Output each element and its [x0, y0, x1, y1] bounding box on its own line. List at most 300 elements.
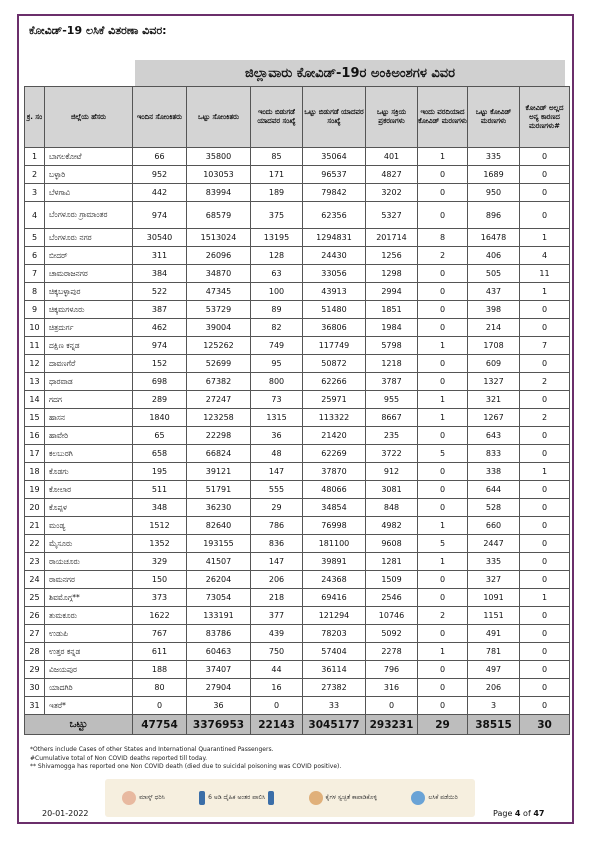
table-row — [25, 697, 570, 715]
value-cell: 36806 — [303, 319, 366, 337]
value-cell: 235 — [366, 427, 418, 445]
district-name-cell: ವಿಜಯಪುರ — [45, 661, 133, 679]
vaccine-icon — [411, 791, 425, 805]
column-header: ಒಟ್ಟು ಬಿಡುಗಡೆ ಯಾದವರ ಸಂಖ್ಯೆ — [303, 87, 366, 148]
value-cell: 0 — [418, 661, 468, 679]
value-cell: 24368 — [303, 571, 366, 589]
footnote: ** Shivamogga has reported one Non COVID death (died due to suicidal poisoning was COVID positive). — [30, 763, 342, 770]
value-cell: 117749 — [303, 337, 366, 355]
value-cell: 0 — [251, 697, 303, 715]
serial-cell: 17 — [25, 445, 45, 463]
table-row — [25, 148, 570, 166]
value-cell: 2278 — [366, 643, 418, 661]
serial-cell: 4 — [25, 202, 45, 229]
table-row — [25, 184, 570, 202]
value-cell: 30540 — [133, 229, 187, 247]
value-cell: 2 — [520, 373, 570, 391]
value-cell: 327 — [468, 571, 520, 589]
serial-cell: 13 — [25, 373, 45, 391]
serial-cell: 20 — [25, 499, 45, 517]
total-value-cell: 3045177 — [303, 715, 366, 735]
value-cell: 329 — [133, 553, 187, 571]
value-cell: 195 — [133, 463, 187, 481]
value-cell: 377 — [251, 607, 303, 625]
value-cell: 0 — [418, 355, 468, 373]
value-cell: 0 — [418, 571, 468, 589]
column-header: ಕ್ರ. ಸಂ — [25, 87, 45, 148]
value-cell: 147 — [251, 553, 303, 571]
mask-icon — [122, 791, 136, 805]
value-cell: 37870 — [303, 463, 366, 481]
column-header: ಇಂದಿನ ಸೋಂಕಿತರು — [133, 87, 187, 148]
serial-cell: 30 — [25, 679, 45, 697]
value-cell: 750 — [251, 643, 303, 661]
value-cell: 121294 — [303, 607, 366, 625]
district-name-cell: ಬೆಳಗಾವಿ — [45, 184, 133, 202]
value-cell: 0 — [520, 535, 570, 553]
value-cell: 39004 — [187, 319, 251, 337]
district-name-cell: ಯಾದಗಿರಿ — [45, 679, 133, 697]
table-row — [25, 445, 570, 463]
value-cell: 955 — [366, 391, 418, 409]
value-cell: 1840 — [133, 409, 187, 427]
value-cell: 0 — [418, 679, 468, 697]
district-name-cell: ಚಿಕ್ಕಮಗಳೂರು — [45, 301, 133, 319]
value-cell: 113322 — [303, 409, 366, 427]
serial-cell: 26 — [25, 607, 45, 625]
value-cell: 1 — [520, 589, 570, 607]
value-cell: 29 — [251, 499, 303, 517]
value-cell: 83994 — [187, 184, 251, 202]
table-row — [25, 391, 570, 409]
value-cell: 338 — [468, 463, 520, 481]
value-cell: 89 — [251, 301, 303, 319]
value-cell: 2447 — [468, 535, 520, 553]
value-cell: 348 — [133, 499, 187, 517]
value-cell: 78203 — [303, 625, 366, 643]
value-cell: 67382 — [187, 373, 251, 391]
vaccine-guideline: ಲಸಿಕೆ ಪಡೆಯಿರಿ — [411, 791, 457, 805]
value-cell: 974 — [133, 202, 187, 229]
value-cell: 82 — [251, 319, 303, 337]
value-cell: 0 — [418, 184, 468, 202]
value-cell: 76998 — [303, 517, 366, 535]
column-header: ಕೋವಿಡ್ ಅಲ್ಲದ ಅನ್ಯ ಕಾರಣದ ಮರಣಗಳು# — [520, 87, 570, 148]
district-name-cell: ಬೆಂಗಳೂರು ಗ್ರಾಮಾಂತರ — [45, 202, 133, 229]
value-cell: 0 — [520, 661, 570, 679]
value-cell: 26096 — [187, 247, 251, 265]
value-cell: 4827 — [366, 166, 418, 184]
value-cell: 1327 — [468, 373, 520, 391]
district-name-cell: ಬೆಂಗಳೂರು ನಗರ — [45, 229, 133, 247]
serial-cell: 2 — [25, 166, 45, 184]
value-cell: 26204 — [187, 571, 251, 589]
value-cell: 1689 — [468, 166, 520, 184]
total-value-cell: 22143 — [251, 715, 303, 735]
value-cell: 836 — [251, 535, 303, 553]
value-cell: 201714 — [366, 229, 418, 247]
value-cell: 152 — [133, 355, 187, 373]
value-cell: 511 — [133, 481, 187, 499]
value-cell: 171 — [251, 166, 303, 184]
value-cell: 321 — [468, 391, 520, 409]
value-cell: 2994 — [366, 283, 418, 301]
table-row — [25, 355, 570, 373]
value-cell: 3081 — [366, 481, 418, 499]
serial-cell: 10 — [25, 319, 45, 337]
value-cell: 66824 — [187, 445, 251, 463]
value-cell: 462 — [133, 319, 187, 337]
value-cell: 27904 — [187, 679, 251, 697]
value-cell: 9608 — [366, 535, 418, 553]
serial-cell: 19 — [25, 481, 45, 499]
value-cell: 1256 — [366, 247, 418, 265]
value-cell: 7 — [520, 337, 570, 355]
table-row — [25, 301, 570, 319]
serial-cell: 29 — [25, 661, 45, 679]
value-cell: 1 — [520, 283, 570, 301]
value-cell: 48066 — [303, 481, 366, 499]
serial-cell: 9 — [25, 301, 45, 319]
table-row — [25, 643, 570, 661]
value-cell: 0 — [418, 427, 468, 445]
value-cell: 52699 — [187, 355, 251, 373]
value-cell: 50872 — [303, 355, 366, 373]
column-header: ಒಟ್ಟು ಕೋವಿಡ್ ಮರಣಗಳು — [468, 87, 520, 148]
value-cell: 0 — [520, 607, 570, 625]
table-row — [25, 202, 570, 229]
value-cell: 63 — [251, 265, 303, 283]
value-cell: 3 — [468, 697, 520, 715]
district-name-cell: ಬೀದರ್ — [45, 247, 133, 265]
value-cell: 1 — [520, 229, 570, 247]
value-cell: 214 — [468, 319, 520, 337]
serial-cell: 14 — [25, 391, 45, 409]
value-cell: 35800 — [187, 148, 251, 166]
value-cell: 335 — [468, 553, 520, 571]
total-value-cell: 30 — [520, 715, 570, 735]
value-cell: 41507 — [187, 553, 251, 571]
value-cell: 85 — [251, 148, 303, 166]
value-cell: 0 — [520, 202, 570, 229]
serial-cell: 12 — [25, 355, 45, 373]
value-cell: 644 — [468, 481, 520, 499]
value-cell: 0 — [520, 499, 570, 517]
value-cell: 39121 — [187, 463, 251, 481]
total-value-cell: 38515 — [468, 715, 520, 735]
value-cell: 44 — [251, 661, 303, 679]
value-cell: 5798 — [366, 337, 418, 355]
value-cell: 96537 — [303, 166, 366, 184]
district-name-cell: ಮೈಸೂರು — [45, 535, 133, 553]
table-row — [25, 337, 570, 355]
table-row — [25, 535, 570, 553]
total-row — [25, 715, 570, 735]
value-cell: 188 — [133, 661, 187, 679]
value-cell: 0 — [418, 481, 468, 499]
value-cell: 95 — [251, 355, 303, 373]
value-cell: 1352 — [133, 535, 187, 553]
value-cell: 316 — [366, 679, 418, 697]
column-header: ಇಂದು ವರದಿಯಾದ ಕೋವಿಡ್ ಮರಣಗಳು — [418, 87, 468, 148]
value-cell: 833 — [468, 445, 520, 463]
value-cell: 952 — [133, 166, 187, 184]
value-cell: 1298 — [366, 265, 418, 283]
covid-guidelines-strip — [105, 779, 475, 817]
table-row — [25, 679, 570, 697]
table-row — [25, 283, 570, 301]
value-cell: 22298 — [187, 427, 251, 445]
value-cell: 150 — [133, 571, 187, 589]
value-cell: 21420 — [303, 427, 366, 445]
value-cell: 0 — [520, 427, 570, 445]
value-cell: 0 — [418, 463, 468, 481]
value-cell: 1151 — [468, 607, 520, 625]
table-banner: ಜಿಲ್ಲಾವಾರು ಕೋವಿಡ್-19ರ ಅಂಕಿಅಂಶಗಳ ವಿವರ — [135, 60, 565, 86]
table-row — [25, 607, 570, 625]
value-cell: 5092 — [366, 625, 418, 643]
table-row — [25, 481, 570, 499]
value-cell: 69416 — [303, 589, 366, 607]
district-name-cell: ಕೊಪ್ಪಳ — [45, 499, 133, 517]
value-cell: 0 — [418, 301, 468, 319]
table-row — [25, 319, 570, 337]
value-cell: 0 — [520, 679, 570, 697]
value-cell: 103053 — [187, 166, 251, 184]
value-cell: 442 — [133, 184, 187, 202]
value-cell: 51480 — [303, 301, 366, 319]
district-name-cell: ಮಂಡ್ಯ — [45, 517, 133, 535]
serial-cell: 31 — [25, 697, 45, 715]
table-row — [25, 247, 570, 265]
value-cell: 0 — [520, 319, 570, 337]
value-cell: 0 — [418, 589, 468, 607]
value-cell: 13195 — [251, 229, 303, 247]
value-cell: 80 — [133, 679, 187, 697]
value-cell: 2 — [520, 409, 570, 427]
table-row — [25, 661, 570, 679]
value-cell: 73 — [251, 391, 303, 409]
value-cell: 528 — [468, 499, 520, 517]
value-cell: 83786 — [187, 625, 251, 643]
district-name-cell: ಕೋಲಾರ — [45, 481, 133, 499]
value-cell: 643 — [468, 427, 520, 445]
value-cell: 2 — [418, 247, 468, 265]
district-name-cell: ಚಿಕ್ಕಬಳ್ಳಾಪುರ — [45, 283, 133, 301]
value-cell: 43913 — [303, 283, 366, 301]
value-cell: 796 — [366, 661, 418, 679]
value-cell: 0 — [520, 148, 570, 166]
value-cell: 611 — [133, 643, 187, 661]
table-row — [25, 229, 570, 247]
serial-cell: 24 — [25, 571, 45, 589]
serial-cell: 16 — [25, 427, 45, 445]
value-cell: 8 — [418, 229, 468, 247]
value-cell: 51791 — [187, 481, 251, 499]
value-cell: 335 — [468, 148, 520, 166]
table-row — [25, 373, 570, 391]
value-cell: 5327 — [366, 202, 418, 229]
value-cell: 1294831 — [303, 229, 366, 247]
value-cell: 125262 — [187, 337, 251, 355]
value-cell: 0 — [418, 202, 468, 229]
column-header: ಒಟ್ಟು ಸಕ್ರಿಯ ಪ್ರಕರಣಗಳು — [366, 87, 418, 148]
district-name-cell: ತುಮಕೂರು — [45, 607, 133, 625]
value-cell: 24430 — [303, 247, 366, 265]
value-cell: 0 — [520, 445, 570, 463]
value-cell: 781 — [468, 643, 520, 661]
page-heading: ಕೋವಿಡ್-19 ಲಸಿಕೆ ವಿತರಣಾ ವಿವರ: — [29, 24, 167, 37]
value-cell: 0 — [418, 373, 468, 391]
value-cell: 11 — [520, 265, 570, 283]
value-cell: 767 — [133, 625, 187, 643]
serial-cell: 11 — [25, 337, 45, 355]
value-cell: 387 — [133, 301, 187, 319]
value-cell: 311 — [133, 247, 187, 265]
value-cell: 0 — [520, 184, 570, 202]
value-cell: 36230 — [187, 499, 251, 517]
column-header: ಒಟ್ಟು ಸೋಂಕಿತರು — [187, 87, 251, 148]
footnote: #Cumulative total of Non COVID deaths reported till today. — [30, 754, 208, 762]
value-cell: 0 — [520, 643, 570, 661]
value-cell: 786 — [251, 517, 303, 535]
district-name-cell: ಉಡುಪಿ — [45, 625, 133, 643]
value-cell: 974 — [133, 337, 187, 355]
value-cell: 53729 — [187, 301, 251, 319]
table-row — [25, 463, 570, 481]
value-cell: 1 — [520, 463, 570, 481]
value-cell: 375 — [251, 202, 303, 229]
value-cell: 0 — [520, 553, 570, 571]
value-cell: 0 — [520, 625, 570, 643]
table-row — [25, 625, 570, 643]
value-cell: 27247 — [187, 391, 251, 409]
value-cell: 48 — [251, 445, 303, 463]
district-name-cell: ಗದಗ — [45, 391, 133, 409]
value-cell: 39891 — [303, 553, 366, 571]
report-date: 20-01-2022 — [42, 809, 89, 818]
total-label-cell: ಒಟ್ಟು — [25, 715, 133, 735]
footnotes — [30, 746, 341, 772]
value-cell: 27382 — [303, 679, 366, 697]
value-cell: 62266 — [303, 373, 366, 391]
person-icon — [268, 791, 274, 805]
value-cell: 0 — [418, 166, 468, 184]
serial-cell: 5 — [25, 229, 45, 247]
value-cell: 0 — [520, 301, 570, 319]
value-cell: 60463 — [187, 643, 251, 661]
value-cell: 25971 — [303, 391, 366, 409]
value-cell: 16478 — [468, 229, 520, 247]
value-cell: 0 — [520, 571, 570, 589]
value-cell: 65 — [133, 427, 187, 445]
value-cell: 1512 — [133, 517, 187, 535]
value-cell: 1984 — [366, 319, 418, 337]
value-cell: 37407 — [187, 661, 251, 679]
footnote: *Others include Cases of other States and International Quarantined Passengers. — [30, 746, 274, 753]
value-cell: 497 — [468, 661, 520, 679]
value-cell: 609 — [468, 355, 520, 373]
value-cell: 0 — [418, 319, 468, 337]
value-cell: 658 — [133, 445, 187, 463]
serial-cell: 3 — [25, 184, 45, 202]
hands-icon — [309, 791, 323, 805]
district-name-cell: ಕೊಡಗು — [45, 463, 133, 481]
value-cell: 123258 — [187, 409, 251, 427]
value-cell: 62356 — [303, 202, 366, 229]
value-cell: 0 — [520, 517, 570, 535]
value-cell: 33056 — [303, 265, 366, 283]
distance-guideline: 6 ಅಡಿ ದೈಹಿಕ ಅಂತರ ಪಾಲಿಸಿ — [199, 791, 274, 805]
value-cell: 1622 — [133, 607, 187, 625]
value-cell: 3202 — [366, 184, 418, 202]
column-header: ಇಂದು ಬಿಡುಗಡೆ ಯಾದವರ ಸಂಖ್ಯೆ — [251, 87, 303, 148]
table-row — [25, 427, 570, 445]
value-cell: 698 — [133, 373, 187, 391]
table-row — [25, 499, 570, 517]
district-name-cell: ದಕ್ಷಿಣ ಕನ್ನಡ — [45, 337, 133, 355]
value-cell: 34870 — [187, 265, 251, 283]
total-value-cell: 29 — [418, 715, 468, 735]
serial-cell: 21 — [25, 517, 45, 535]
value-cell: 398 — [468, 301, 520, 319]
value-cell: 68579 — [187, 202, 251, 229]
value-cell: 218 — [251, 589, 303, 607]
value-cell: 79842 — [303, 184, 366, 202]
value-cell: 62269 — [303, 445, 366, 463]
district-name-cell: ಬಾಗಲಕೋಟೆ — [45, 148, 133, 166]
value-cell: 406 — [468, 247, 520, 265]
value-cell: 0 — [520, 355, 570, 373]
district-name-cell: ಚಿತ್ರದುರ್ಗ — [45, 319, 133, 337]
value-cell: 181100 — [303, 535, 366, 553]
district-name-cell: ಹಾವೇರಿ — [45, 427, 133, 445]
district-name-cell: ಚಾಮರಾಜನಗರ — [45, 265, 133, 283]
value-cell: 0 — [520, 481, 570, 499]
table-row — [25, 265, 570, 283]
district-name-cell: ಹಾಸನ — [45, 409, 133, 427]
value-cell: 437 — [468, 283, 520, 301]
value-cell: 373 — [133, 589, 187, 607]
value-cell: 1708 — [468, 337, 520, 355]
table-row — [25, 409, 570, 427]
value-cell: 57404 — [303, 643, 366, 661]
table-row — [25, 517, 570, 535]
value-cell: 36114 — [303, 661, 366, 679]
total-value-cell: 3376953 — [187, 715, 251, 735]
district-name-cell: ರಾಯಚೂರು — [45, 553, 133, 571]
table-header-row — [25, 87, 570, 148]
value-cell: 36 — [187, 697, 251, 715]
value-cell: 189 — [251, 184, 303, 202]
value-cell: 749 — [251, 337, 303, 355]
value-cell: 133191 — [187, 607, 251, 625]
value-cell: 555 — [251, 481, 303, 499]
value-cell: 660 — [468, 517, 520, 535]
value-cell: 73054 — [187, 589, 251, 607]
value-cell: 5 — [418, 445, 468, 463]
value-cell: 0 — [520, 166, 570, 184]
value-cell: 0 — [366, 697, 418, 715]
value-cell: 5 — [418, 535, 468, 553]
serial-cell: 15 — [25, 409, 45, 427]
district-name-cell: ಇತರೆ* — [45, 697, 133, 715]
value-cell: 800 — [251, 373, 303, 391]
district-name-cell: ಕಲಬುರಗಿ — [45, 445, 133, 463]
value-cell: 0 — [133, 697, 187, 715]
value-cell: 34854 — [303, 499, 366, 517]
serial-cell: 7 — [25, 265, 45, 283]
